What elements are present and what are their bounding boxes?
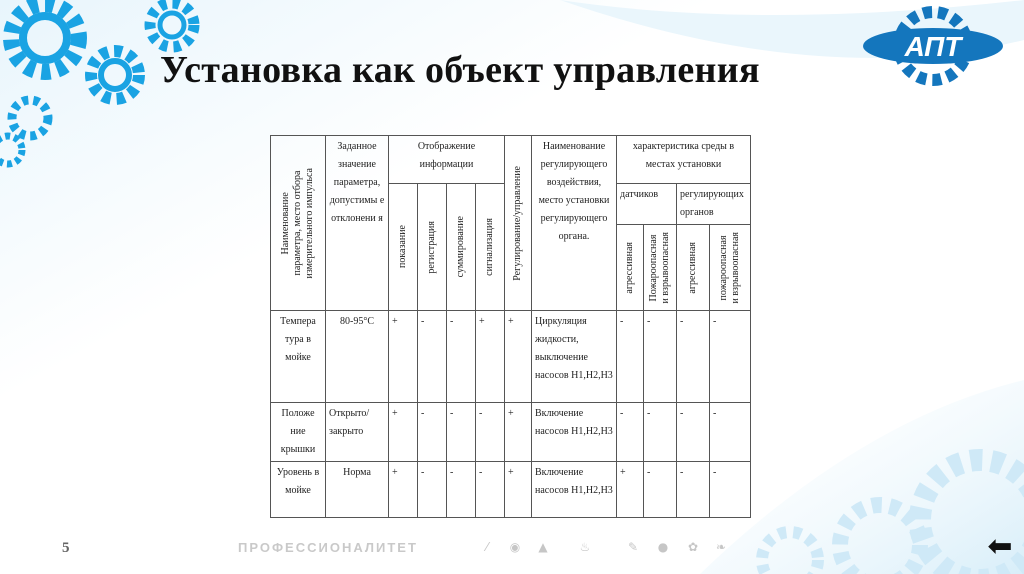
cell-display: +	[476, 311, 505, 403]
header-sensors: датчиков	[617, 184, 677, 225]
footer-slash-icon: ⁄	[485, 540, 488, 554]
cell-param: Положе ние крышки	[271, 403, 326, 462]
header-display-3: сигнализация	[476, 184, 505, 311]
header-env-0: агрессивная	[617, 225, 644, 311]
header-setpoint: Заданное значение параметра, допустимы е отклонени я	[326, 136, 389, 311]
header-environment: характеристика среды в местах установки	[617, 136, 751, 184]
back-arrow-icon[interactable]: ⬅	[987, 529, 1013, 564]
cell-display: +	[389, 311, 418, 403]
footer-flame-icon: ♨	[579, 540, 591, 554]
cell-env: -	[710, 311, 751, 403]
cell-display: -	[418, 311, 447, 403]
cell-display: -	[447, 462, 476, 518]
header-action: Наименование регулирующего воздействия, место установки регулирующего органа.	[532, 136, 617, 311]
header-display-1: регистрация	[418, 184, 447, 311]
cell-action: Включение насосов Н1,Н2,Н3	[532, 462, 617, 518]
footer-tools-icon: ✎	[627, 540, 639, 554]
header-display-2: суммирование	[447, 184, 476, 311]
company-logo	[848, 6, 1018, 86]
footer-gear-icon: ✿	[687, 540, 699, 554]
cell-display: -	[447, 311, 476, 403]
table-row	[271, 403, 751, 462]
page-number: 5	[62, 540, 70, 556]
cell-env: -	[644, 403, 677, 462]
cell-display: -	[476, 462, 505, 518]
table-row	[271, 462, 751, 518]
cell-env: -	[677, 403, 710, 462]
header-parameter: Наименование параметра, место отбора измерительного импульса	[271, 136, 326, 311]
cell-regulation: +	[505, 311, 532, 403]
svg-text:АПТ: АПТ	[904, 31, 962, 62]
footer-circle-icon: ◉	[509, 540, 521, 554]
cell-param: Уровень в мойке	[271, 462, 326, 518]
header-display-0: показание	[389, 184, 418, 311]
cell-display: +	[389, 462, 418, 518]
cell-regulation: +	[505, 462, 532, 518]
cell-env: -	[710, 462, 751, 518]
cell-setpoint: 80-95°С	[326, 311, 389, 403]
cell-env: -	[644, 311, 677, 403]
cell-env: -	[644, 462, 677, 518]
header-env-3: пожароопасная и взрывоопасная	[710, 225, 751, 311]
footer-brand: ПРОФЕССИОНАЛИТЕТ	[238, 540, 418, 555]
footer-drop-icon: ●	[657, 540, 669, 554]
cell-env: +	[617, 462, 644, 518]
cell-param: Темпера тура в мойке	[271, 311, 326, 403]
cell-env: -	[617, 403, 644, 462]
header-organs: регулирующих органов	[677, 184, 751, 225]
cell-setpoint: Норма	[326, 462, 389, 518]
cell-env: -	[677, 462, 710, 518]
cell-display: -	[476, 403, 505, 462]
cell-action: Включение насосов Н1,Н2,Н3	[532, 403, 617, 462]
cell-action: Циркуляция жидкости, выключение насосов Н1,Н2,Н3	[532, 311, 617, 403]
cell-display: -	[418, 462, 447, 518]
cell-env: -	[617, 311, 644, 403]
footer-triangle-icon: ▲	[538, 540, 548, 554]
header-env-2: агрессивная	[677, 225, 710, 311]
cell-env: -	[710, 403, 751, 462]
header-regulation: Регулирование/управление	[505, 136, 532, 311]
cell-env: -	[677, 311, 710, 403]
cell-display: -	[418, 403, 447, 462]
cell-regulation: +	[505, 403, 532, 462]
table-row	[271, 311, 751, 403]
footer-leaf-icon: ❧	[715, 540, 727, 554]
slide-title: Установка как объект управления	[160, 49, 760, 91]
header-env-1: Пожароопасная и взрывоопасная	[644, 225, 677, 311]
control-table	[270, 135, 751, 518]
cell-display: +	[389, 403, 418, 462]
cell-display: -	[447, 403, 476, 462]
cell-setpoint: Открыто/ закрыто	[326, 403, 389, 462]
header-display: Отображение информации	[389, 136, 505, 184]
